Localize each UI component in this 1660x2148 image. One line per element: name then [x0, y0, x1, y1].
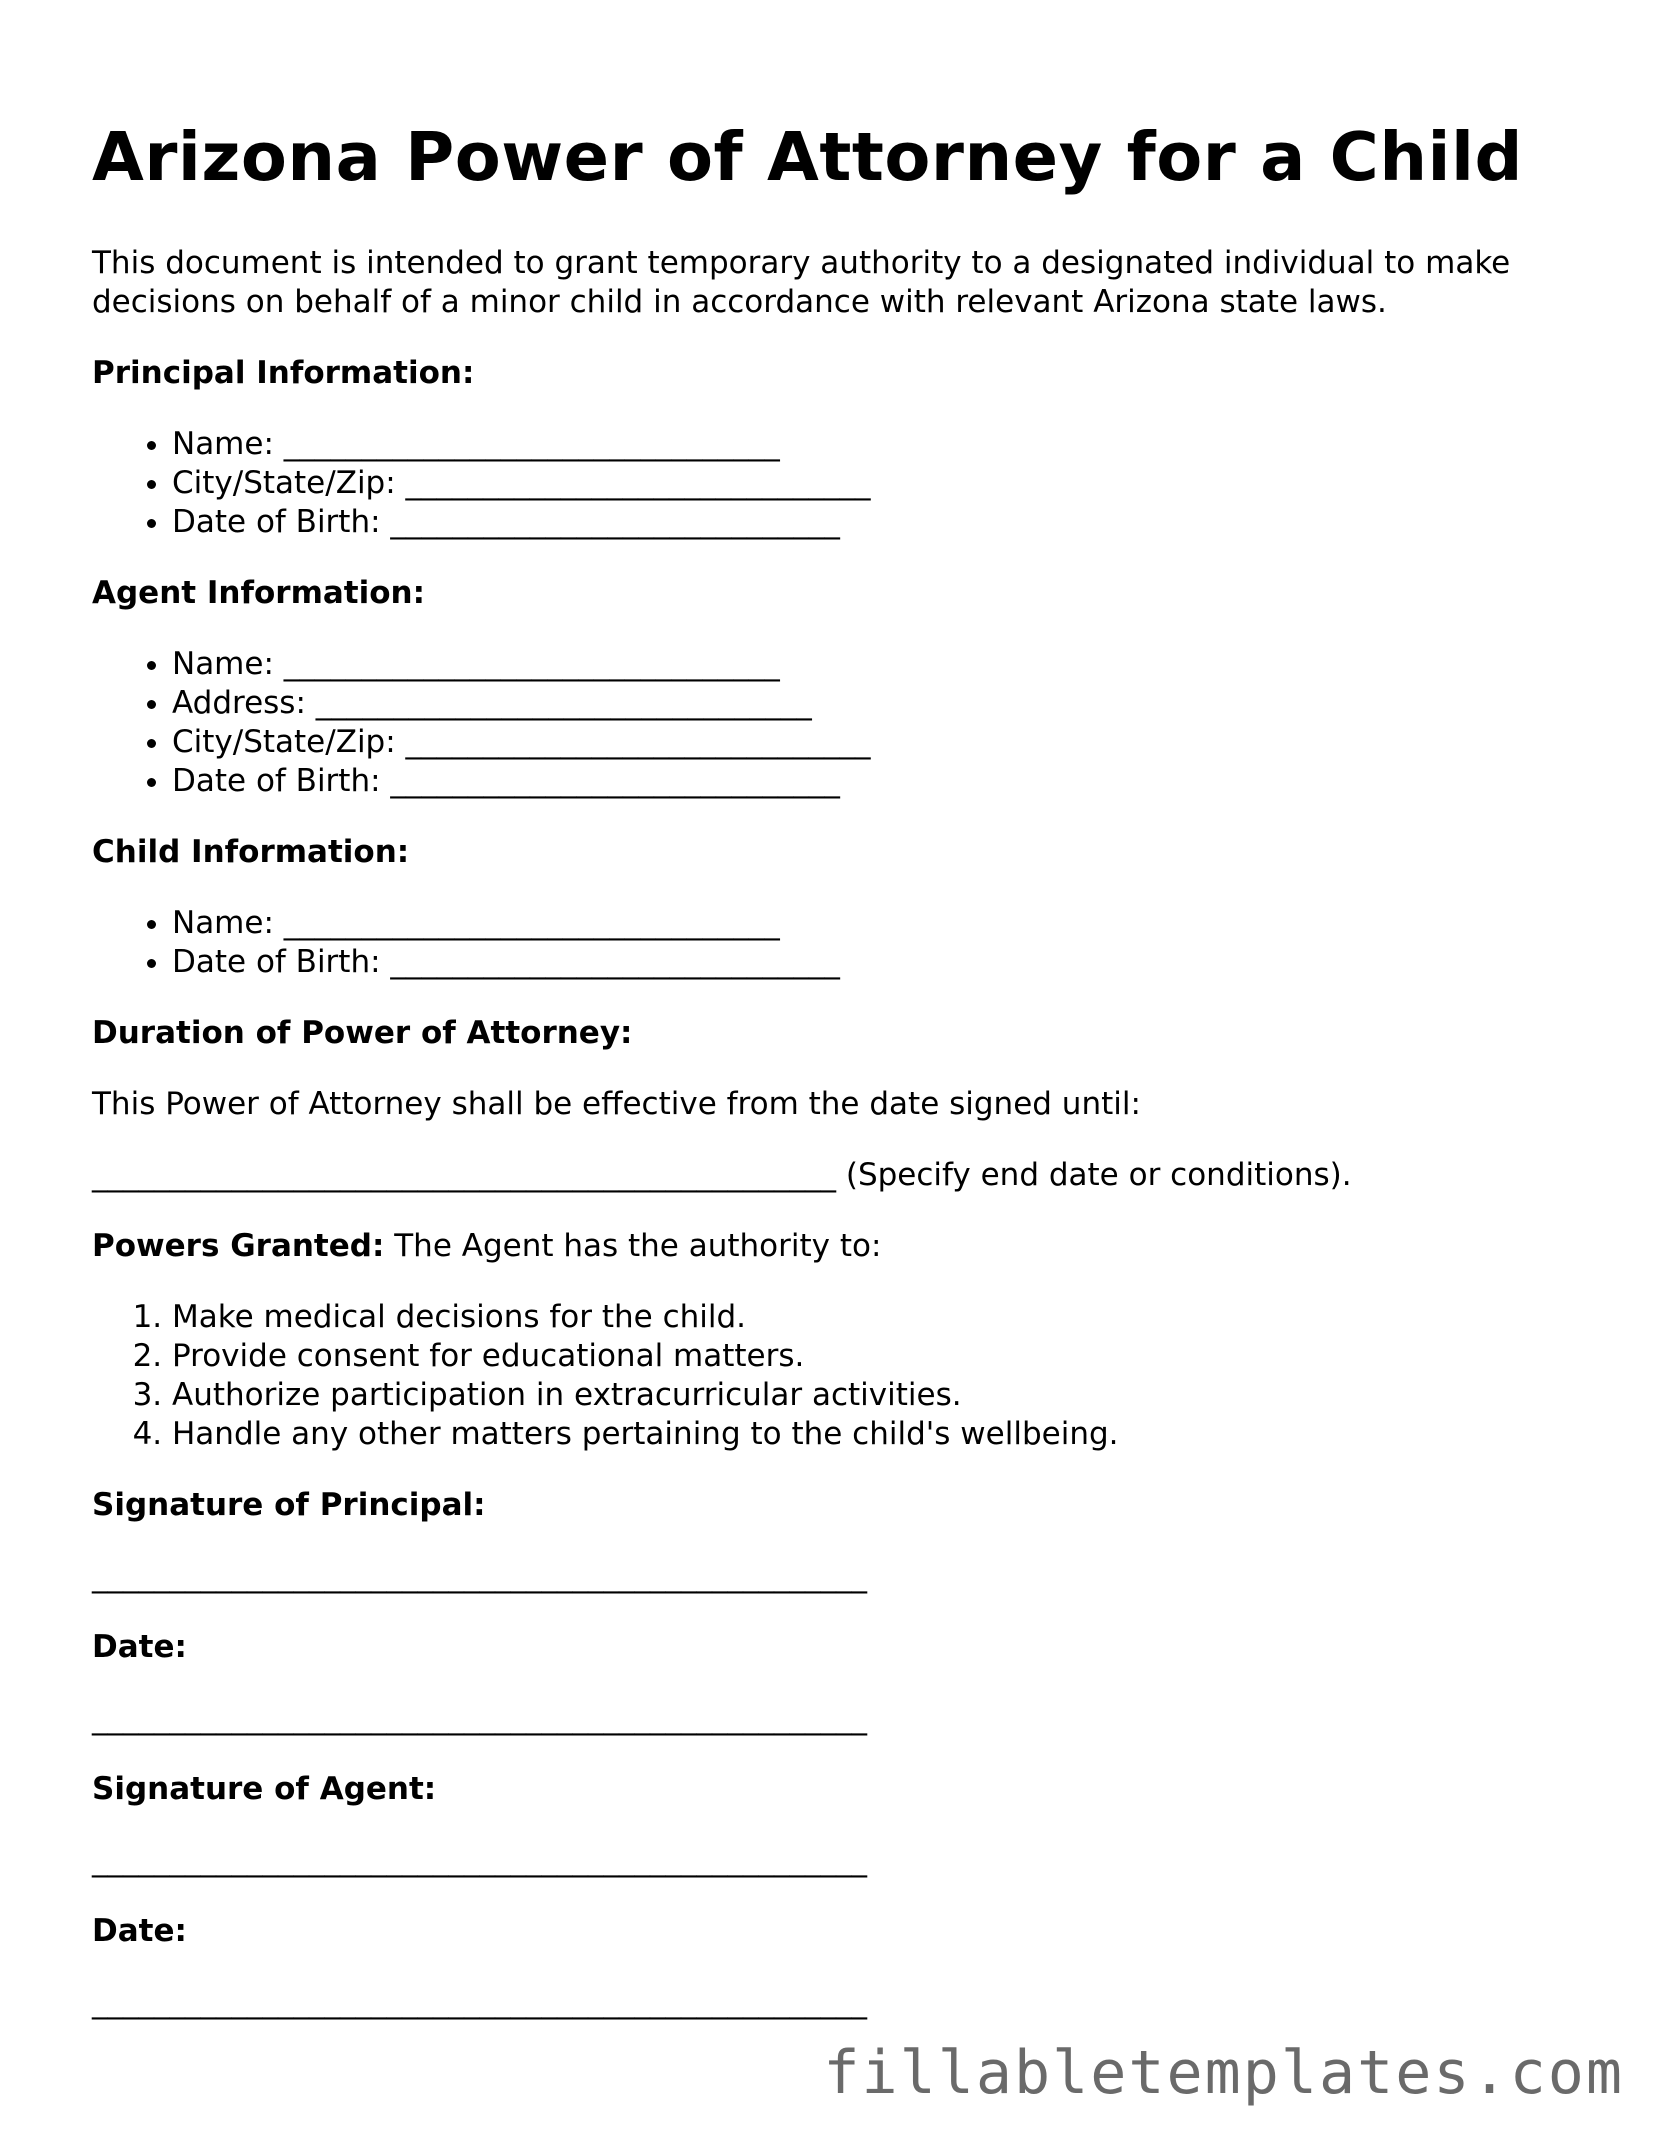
document-title: Arizona Power of Attorney for a Child [92, 118, 1523, 196]
principal-dob-field[interactable]: • Date of Birth: _____________________________ [172, 503, 1592, 542]
principal-city-field[interactable]: • City/State/Zip: ______________________________ [172, 464, 1592, 503]
power-item: 3. Authorize participation in extracurricular activities. [172, 1376, 1592, 1415]
agent-date-heading: Date: [92, 1913, 187, 1949]
duration-heading: Duration of Power of Attorney: [92, 1015, 633, 1051]
child-fields [92, 904, 1592, 982]
powers-heading: Powers Granted: [92, 1228, 385, 1264]
agent-date-field[interactable]: __________________________________________________ [92, 1984, 867, 2020]
agent-signature-heading: Signature of Agent: [92, 1771, 437, 1807]
power-item: 1. Make medical decisions for the child. [172, 1298, 1592, 1337]
powers-intro: The Agent has the authority to: [384, 1228, 882, 1264]
principal-signature-heading: Signature of Principal: [92, 1487, 486, 1523]
agent-city-field[interactable]: • City/State/Zip: ______________________________ [172, 723, 1592, 762]
child-dob-field[interactable]: • Date of Birth: _____________________________ [172, 943, 1592, 982]
power-item: 4. Handle any other matters pertaining to the child's wellbeing. [172, 1415, 1592, 1454]
child-name-field[interactable]: • Name: ________________________________ [172, 904, 1592, 943]
powers-list [92, 1298, 1592, 1454]
agent-heading: Agent Information: [92, 575, 425, 611]
duration-end-field[interactable]: ________________________________________________ (Specify end date or conditions). [92, 1157, 1352, 1193]
agent-fields [92, 645, 1592, 801]
principal-signature-field[interactable]: __________________________________________________ [92, 1558, 867, 1594]
intro-paragraph: This document is intended to grant temporary authority to a designated individual to make decisions on behalf of a minor child in accordance with relevant Arizona state laws. [92, 245, 1511, 320]
watermark: fillabletemplates.com [823, 2038, 1624, 2108]
principal-date-heading: Date: [92, 1629, 187, 1665]
agent-name-field[interactable]: • Name: ________________________________ [172, 645, 1592, 684]
principal-heading: Principal Information: [92, 355, 475, 391]
agent-signature-field[interactable]: __________________________________________________ [92, 1842, 867, 1878]
principal-date-field[interactable]: __________________________________________________ [92, 1700, 867, 1736]
child-heading: Child Information: [92, 834, 410, 870]
principal-name-field[interactable]: • Name: ________________________________ [172, 425, 1592, 464]
agent-address-field[interactable]: • Address: ________________________________ [172, 684, 1592, 723]
duration-text: This Power of Attorney shall be effective from the date signed until: [92, 1086, 1141, 1122]
power-item: 2. Provide consent for educational matters. [172, 1337, 1592, 1376]
document-page [92, 112, 1592, 2022]
principal-fields [92, 425, 1592, 542]
powers-paragraph [92, 1227, 1592, 1266]
agent-dob-field[interactable]: • Date of Birth: _____________________________ [172, 762, 1592, 801]
